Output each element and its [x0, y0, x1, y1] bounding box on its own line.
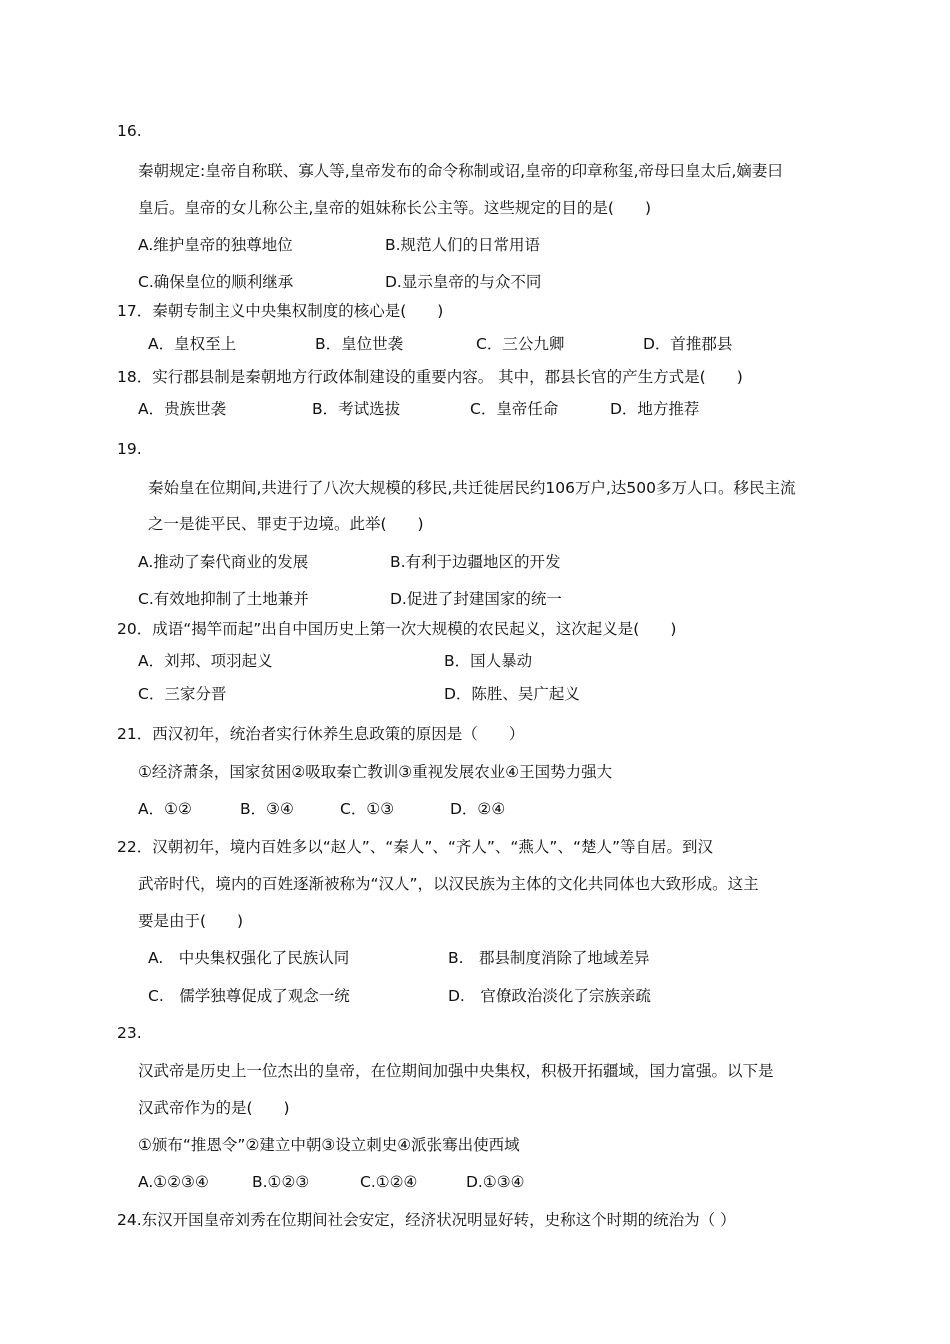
q16-option-b: B.规范人们的日常用语 [385, 236, 541, 254]
q23-stem-line2: 汉武帝作为的是( ) [138, 1099, 290, 1117]
q16-stem-line1: 秦朝规定:皇帝自称联、寡人等,皇帝发布的命令称制或诏,皇帝的印章称玺,帝母曰皇太后,嫡妻曰 [138, 162, 783, 180]
q19-option-a: A.推动了秦代商业的发展 [138, 553, 309, 571]
q17-option-c: C．三公九卿 [476, 335, 565, 353]
q23-items: ①颁布“推恩令”②建立中朝③设立刺史④派张骞出使西域 [138, 1136, 520, 1154]
q18-option-a: A．贵族世袭 [138, 400, 227, 418]
q21-option-a: A．①② [138, 800, 192, 818]
q23-number: 23. [117, 1024, 142, 1042]
q17-stem: 17．秦朝专制主义中央集权制度的核心是( ) [117, 302, 444, 320]
q22-stem-line2: 武帝时代，境内的百姓逐渐被称为“汉人”，以汉民族为主体的文化共同体也大致形成。这主 [138, 875, 759, 893]
q19-stem-line1: 秦始皇在位期间,共进行了八次大规模的移民,共迁徙居民约106万户,达500多万人口。移民主流 [148, 479, 796, 497]
q21-option-c: C．①③ [340, 800, 395, 818]
q18-option-c: C．皇帝任命 [470, 400, 559, 418]
q16-option-a: A.维护皇帝的独尊地位 [138, 236, 293, 254]
q22-option-d: D. 官僚政治淡化了宗族亲疏 [448, 987, 651, 1005]
q19-option-b: B.有利于边疆地区的开发 [390, 553, 561, 571]
q24-stem: 24.东汉开国皇帝刘秀在位期间社会安定，经济状况明显好转，史称这个时期的统治为（ ） [117, 1211, 736, 1229]
q22-option-a: A. 中央集权强化了民族认同 [148, 949, 350, 967]
q21-items: ①经济萧条，国家贫困②吸取秦亡教训③重视发展农业④王国势力强大 [138, 763, 613, 781]
q19-option-c: C.有效地抑制了土地兼并 [138, 590, 309, 608]
q16-number: 16. [117, 122, 142, 140]
q20-option-d: D．陈胜、吴广起义 [444, 685, 580, 703]
q18-option-d: D．地方推荐 [610, 400, 700, 418]
q18-option-b: B．考试选拔 [312, 400, 401, 418]
q17-option-d: D．首推郡县 [643, 335, 733, 353]
q18-stem: 18．实行郡县制是秦朝地方行政体制建设的重要内容。 其中，郡县长官的产生方式是( ) [117, 368, 743, 386]
q20-option-b: B．国人暴动 [444, 652, 533, 670]
q16-option-d: D.显示皇帝的与众不同 [385, 273, 542, 291]
q16-stem-line2: 皇后。皇帝的女儿称公主,皇帝的姐妹称长公主等。这些规定的目的是( ) [138, 199, 652, 217]
q17-option-a: A．皇权至上 [148, 335, 237, 353]
q20-option-c: C．三家分晋 [138, 685, 227, 703]
q22-stem-line3: 要是由于( ) [138, 912, 244, 930]
q20-stem: 20．成语“揭竿而起”出自中国历史上第一次大规模的农民起义，这次起义是( ) [117, 620, 677, 638]
q23-option-c: C.①②④ [360, 1173, 418, 1191]
q23-option-b: B.①②③ [252, 1173, 310, 1191]
q21-option-b: B．③④ [240, 800, 294, 818]
q20-option-a: A．刘邦、项羽起义 [138, 652, 273, 670]
q23-option-d: D.①③④ [466, 1173, 525, 1191]
q22-option-c: C. 儒学独尊促成了观念一统 [148, 987, 350, 1005]
q21-stem: 21．西汉初年，统治者实行休养生息政策的原因是（ ） [117, 725, 525, 743]
q23-stem-line1: 汉武帝是历史上一位杰出的皇帝，在位期间加强中央集权，积极开拓疆域，国力富强。以下是 [138, 1062, 774, 1080]
q21-option-d: D．②④ [450, 800, 506, 818]
q19-number: 19. [117, 440, 142, 458]
q22-option-b: B. 郡县制度消除了地域差异 [448, 949, 650, 967]
q22-stem-line1: 22．汉朝初年，境内百姓多以“赵人”、“秦人”、“齐人”、“燕人”、“楚人”等自居。到汉 [117, 838, 714, 856]
q19-option-d: D.促进了封建国家的统一 [390, 590, 562, 608]
q17-option-b: B．皇位世袭 [315, 335, 404, 353]
q16-option-c: C.确保皇位的顺利继承 [138, 273, 294, 291]
q23-option-a: A.①②③④ [138, 1173, 209, 1191]
q19-stem-line2: 之一是徙平民、罪吏于边境。此举( ) [148, 515, 424, 533]
